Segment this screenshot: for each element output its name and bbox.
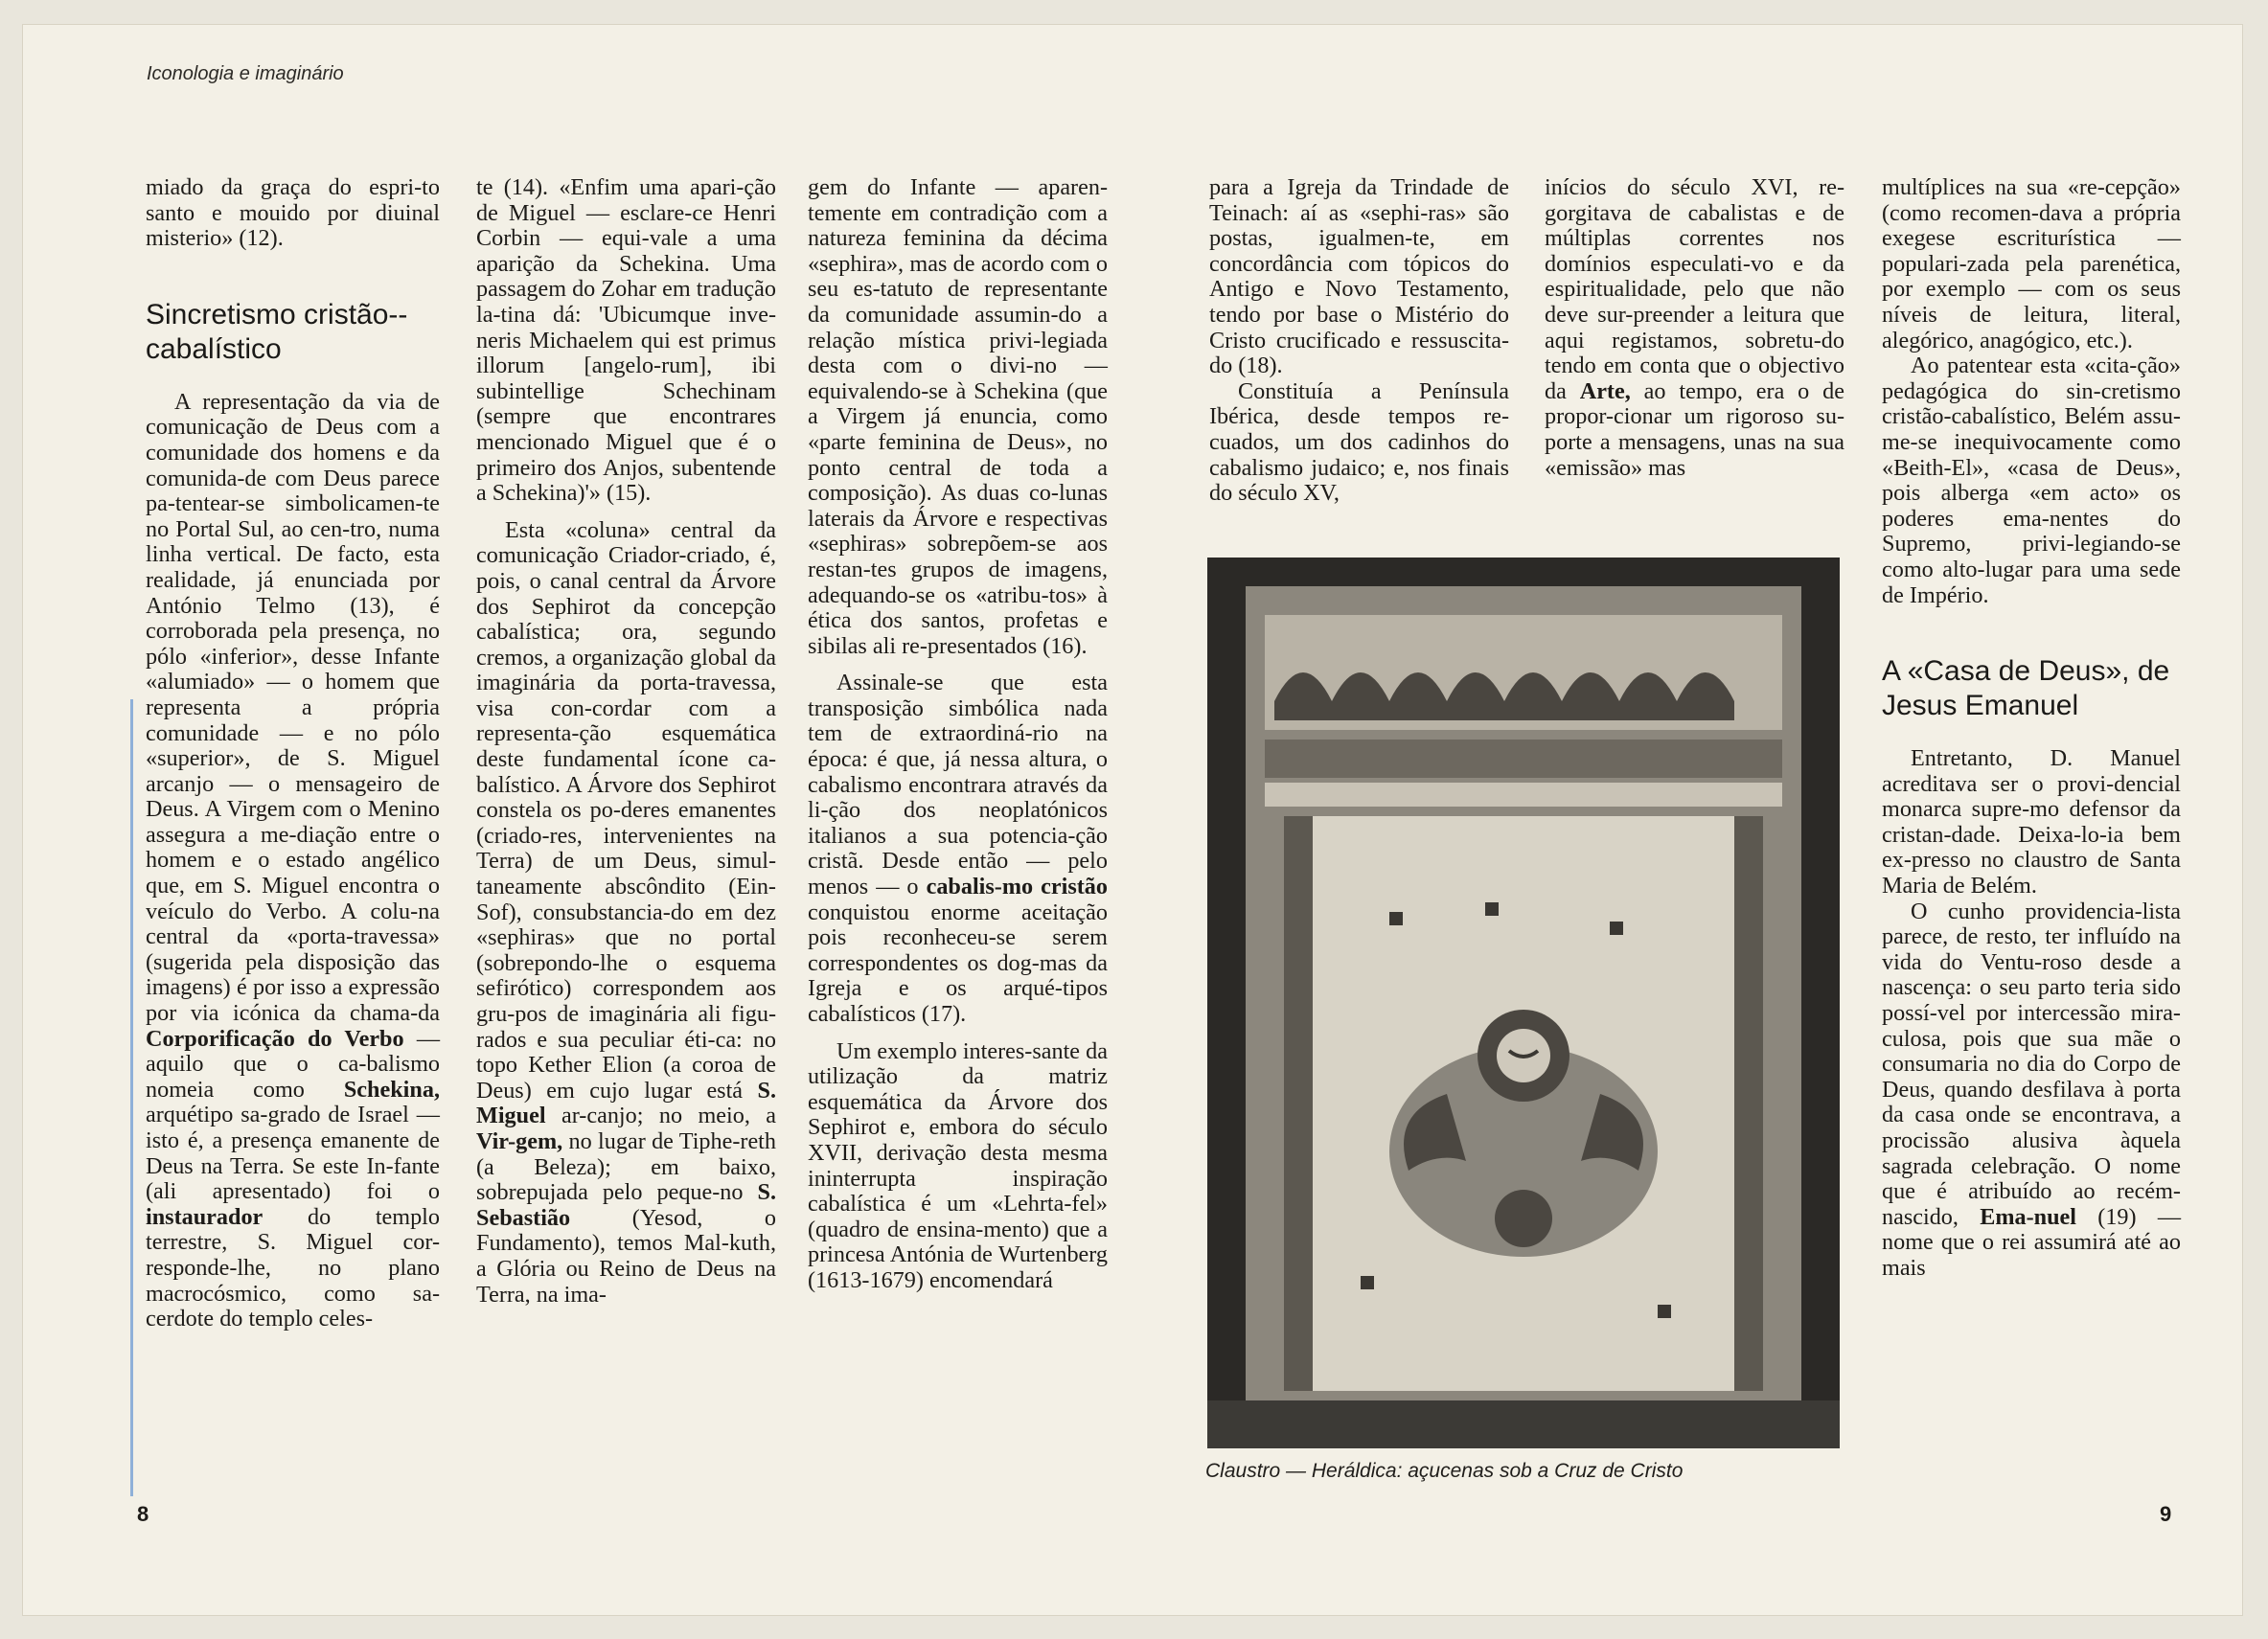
- paragraph: para a Igreja da Trindade de Teinach: aí as «sephi-ras» são postas, igualmen-te, em concordância com tópicos do Antigo e Novo Testamento, tendo por base o Mistério do Cristo crucificado e ressuscita-do (18).: [1209, 174, 1509, 379]
- column-2: [476, 175, 776, 1308]
- paragraph: Constituía a Península Ibérica, desde tempos re-cuados, um dos cadinhos do cabalismo judaico; e, nos finais do século XV,: [1209, 377, 1509, 507]
- paragraph: Assinale-se que esta transposição simbólica nada tem de extraordiná-rio na época: é que, já nessa altura, o cabalismo encontrara através da li-ção dos neoplatónicos italianos a sua potencia-ção cristã. Desde então — pelo menos — o cabalis-mo cristão conquistou enorme aceitação pois reconheceu-se serem correspondentes os dog-mas da Igreja e os arqué-tipos cabalísticos (17).: [808, 670, 1108, 1027]
- paragraph: miado da graça do espri-to santo e mouido por diuinal misterio» (12).: [146, 174, 440, 252]
- column-1: [146, 175, 440, 1332]
- page-number-left: 8: [137, 1502, 149, 1526]
- running-head: Iconologia e imaginário: [147, 63, 344, 84]
- column-3: [808, 175, 1108, 1294]
- section-heading: Sincretismo cristão--cabalístico: [146, 298, 408, 365]
- column-4: [1209, 175, 1509, 507]
- section-heading: A «Casa de Deus», de Jesus Emanuel: [1882, 655, 2170, 722]
- paragraph: Ao patentear esta «cita-ção» pedagógica do sin-cretismo cristão-cabalístico, Belém assu-me-se inequivocamente como «Beith-El», «casa de Deus», pois alberga «em acto» os poderes ema-nentes do Supremo, privi-legiando-se como alto-lugar para uma sede de Império.: [1882, 353, 2181, 608]
- cloister-heraldry-photo: [1207, 558, 1840, 1448]
- column-6: [1882, 175, 2181, 1282]
- paragraph: gem do Infante — aparen-temente em contradição com a natureza feminina da décima «sephira», mas de acordo com o seu es-tatuto de representante da comunidade assumin-do a relação mística privi-legiada desta com o divi-no — equivalendo-se à Schekina (que a Virgem já enuncia, como «parte feminina de Deus», no ponto central de toda a composição). As duas co-lunas laterais da Árvore e respectivas «sephiras» sobrepõem-se aos restan-tes grupos de imagens, adequando-se os «atribu-tos» à ética dos santos, profetas e sibilas ali re-presentados (16).: [808, 174, 1108, 659]
- paragraph: Esta «coluna» central da comunicação Criador-criado, é, pois, o canal central da Árvore dos Sephirot da concepção cabalística; ora, segundo cremos, a organização global da imaginária da porta-travessa, visa con-cordar com a representa-ção esquemática deste fundamental ícone ca-balístico. A Árvore dos Sephirot constela os po-deres emanentes (criado-res, intervenientes na Terra) de um Deus, simul-taneamente abscôndito (Ein-Sof), consubstancia-do em dez «sephiras» que no portal (sobrepondo-lhe o esquema sefirótico) correspondem aos gru-pos de imaginária ali figu-rados e sua peculiar éti-ca: no topo Kether Elion (a coroa de Deus) em cujo lugar está S. Miguel ar-canjo; no meio, a Vir-gem, no lugar de Tiphe-reth (a Beleza); em baixo, sobrepujada pelo peque-no S. Sebastião (Yesod, o Fundamento), temos Mal-kuth, a Glória ou Reino de Deus na Terra, na ima-: [476, 516, 777, 1308]
- page-number-right: 9: [2160, 1502, 2172, 1526]
- paragraph: Um exemplo interes-sante da utilização da matriz esquemática da Árvore dos Sephirot e, embora do século XVII, derivação desta mesma ininterrupta inspiração cabalística é um «Lehrta-fel» (quadro de ensina-mento) que a princesa Antónia de Wurtenberg (1613-1679) encomendará: [808, 1037, 1108, 1293]
- heraldic-carving-image: [1207, 558, 1840, 1448]
- column-5: [1545, 175, 1844, 481]
- paragraph: inícios do século XVI, re-gorgitava de cabalistas e de múltiplas correntes nos domínios especulati-vo e da espiritualidade, pelo que não deve sur-preender a leitura que aqui registamos, sobretu-do tendo em conta que o objectivo da Arte, ao tempo, era o de propor-cionar um rigoroso su-porte a mensagens, unas na sua «emissão» mas: [1545, 174, 1844, 481]
- paragraph: multíplices na sua «re-cepção» (como recomen-dava a própria exegese escriturística — populari-zada pela parenética, por exemplo — com os seus níveis de leitura, literal, alegórico, anagógico, etc.).: [1882, 174, 2181, 353]
- paragraph: A representação da via de comunicação de Deus com a comunidade dos homens e da comunida-de com Deus parece pa-tentear-se simbolicamen-te no Portal Sul, ao cen-tro, numa linha vertical. De facto, esta realidade, já enunciada por António Telmo (13), é corroborada pela presença, no pólo «inferior», desse Infante «alumiado» — o homem que representa a própria comunidade — e no pólo «superior», de S. Miguel arcanjo — o mensageiro de Deus. A Virgem com o Menino assegura a me-diação entre o homem e o estado angélico que, em S. Miguel encontra o veículo do Verbo. A colu-na central da «porta-travessa» (sugerida pela disposição das imagens) é por isso a expressão por via icónica da chama-da Corporificação do Verbo — aquilo que o ca-balismo nomeia como Schekina, arquétipo sa-grado de Israel — isto é, a presença emanente de Deus na Terra. Se este In-fante (ali apresentado) foi o instaurador do templo terrestre, S. Miguel cor-responde-lhe, no plano macrocósmico, como sa-cerdote do templo celes-: [146, 388, 440, 1332]
- paragraph: te (14). «Enfim uma apari-ção de Miguel — esclare-ce Henri Corbin — equi-vale a uma aparição da Schekina. Uma passagem do Zohar em tradução la-tina dá: 'Ubicumque inve-neris Michaelem qui est primus illorum [angelo-rum], ibi subintellige Schechinam (sempre que encontrares mencionado Miguel que é o primeiro dos Anjos, subentende a Schekina)'» (15).: [476, 174, 776, 507]
- paragraph: O cunho providencia-lista parece, de resto, ter influído na vida do Ventu-roso desde a nascença: o seu parto teria sido possí-vel por intercessão mira-culosa, pois que sua mãe o consumaria no dia do Corpo de Deus, quando desfilava à porta da casa onde se encontrava, a procissão alusiva àquela sagrada celebração. O nome que é atribuído ao recém-nascido, Ema-nuel (19) — nome que o rei assumirá até ao mais: [1882, 898, 2182, 1281]
- paragraph: Entretanto, D. Manuel acreditava ser o provi-dencial monarca supre-mo defensor da cristan-dade. Deixa-lo-ia bem ex-presso no claustro de Santa Maria de Belém.: [1882, 745, 2181, 899]
- margin-mark: [130, 699, 133, 1496]
- photo-caption: Claustro — Heráldica: açucenas sob a Cruz de Cristo: [1205, 1460, 1684, 1482]
